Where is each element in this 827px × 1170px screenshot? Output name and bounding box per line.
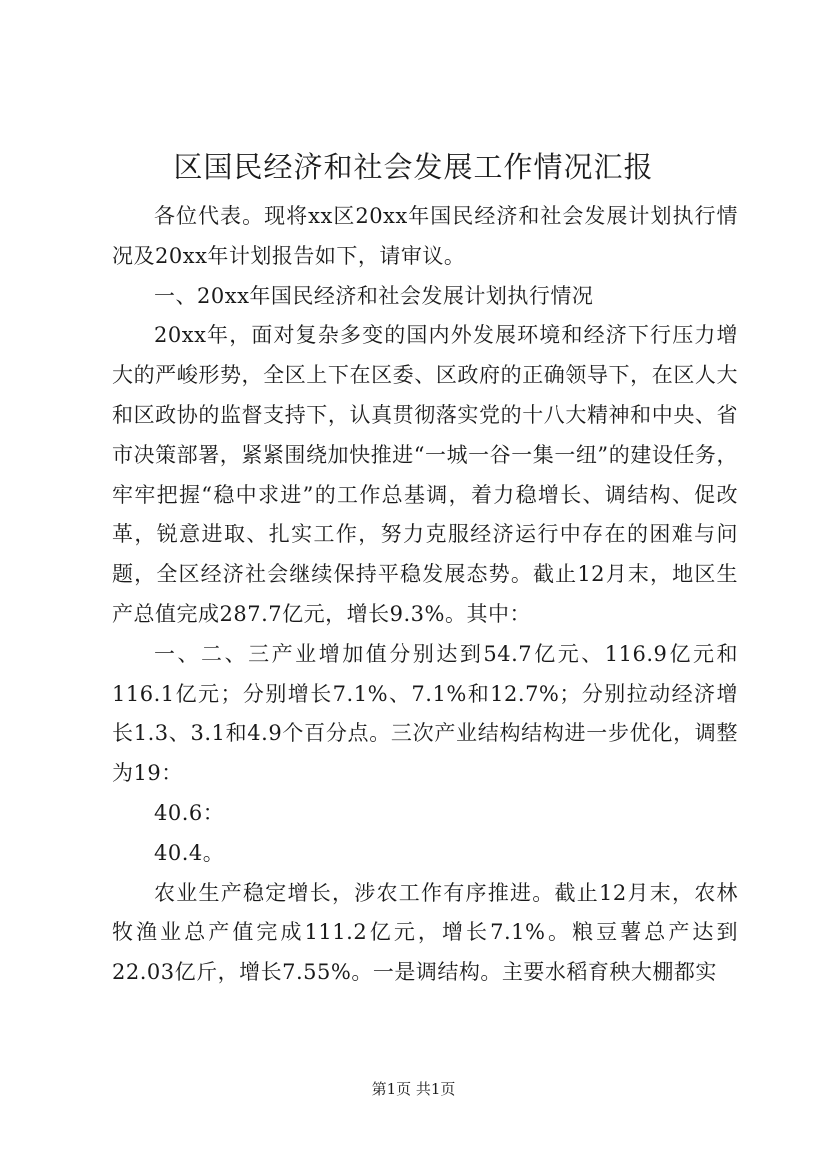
paragraph-overview: 20xx年，面对复杂多变的国内外发展环境和经济下行压力增大的严峻形势，全区上下在区委、区政府的正确领导下，在区人大和区政协的监督支持下，认真贯彻落实党的十八大精神和中央、省市决策部署，紧紧围绕加快推进“一城一谷一集一纽”的建设任务，牢牢把握“稳中求进”的工作总基调，着力稳增长、调结构、促改革，锐意进取、扎实工作，努力克服经济运行中存在的困难与问题，全区经济社会继续保持平稳发展态势。截止12月末，地区生产总值完成287.7亿元，增长9.3%。其中：	[112, 323, 738, 626]
document-body	[112, 197, 738, 993]
paragraph-agriculture: 农业生产稳定增长，涉农工作有序推进。截止12月末，农林牧渔业总产值完成111.2亿元，增长7.1%。粮豆薯总产达到22.03亿斤，增长7.55%。一是调结构。主要水稻育秧大棚都实	[112, 880, 738, 985]
page-footer: 第1页 共1页	[371, 1080, 456, 1098]
section-heading-1: 一、20xx年国民经济和社会发展计划执行情况	[154, 283, 594, 308]
paragraph-ratio-part-3: 40.4。	[154, 840, 225, 865]
paragraph-industry: 一、二、三产业增加值分别达到54.7亿元、116.9亿元和116.1亿元；分别增长7.1%、7.1%和12.7%；分别拉动经济增长1.3、3.1和4.9个百分点。三次产业结构结构进一步优化，调整为19：	[112, 641, 738, 786]
document-title: 区国民经济和社会发展工作情况汇报	[173, 150, 654, 184]
paragraph-ratio-part-2: 40.6：	[154, 800, 225, 825]
paragraph-greeting: 各位代表。现将xx区20xx年国民经济和社会发展计划执行情况及20xx年计划报告如下，请审议。	[112, 204, 738, 268]
